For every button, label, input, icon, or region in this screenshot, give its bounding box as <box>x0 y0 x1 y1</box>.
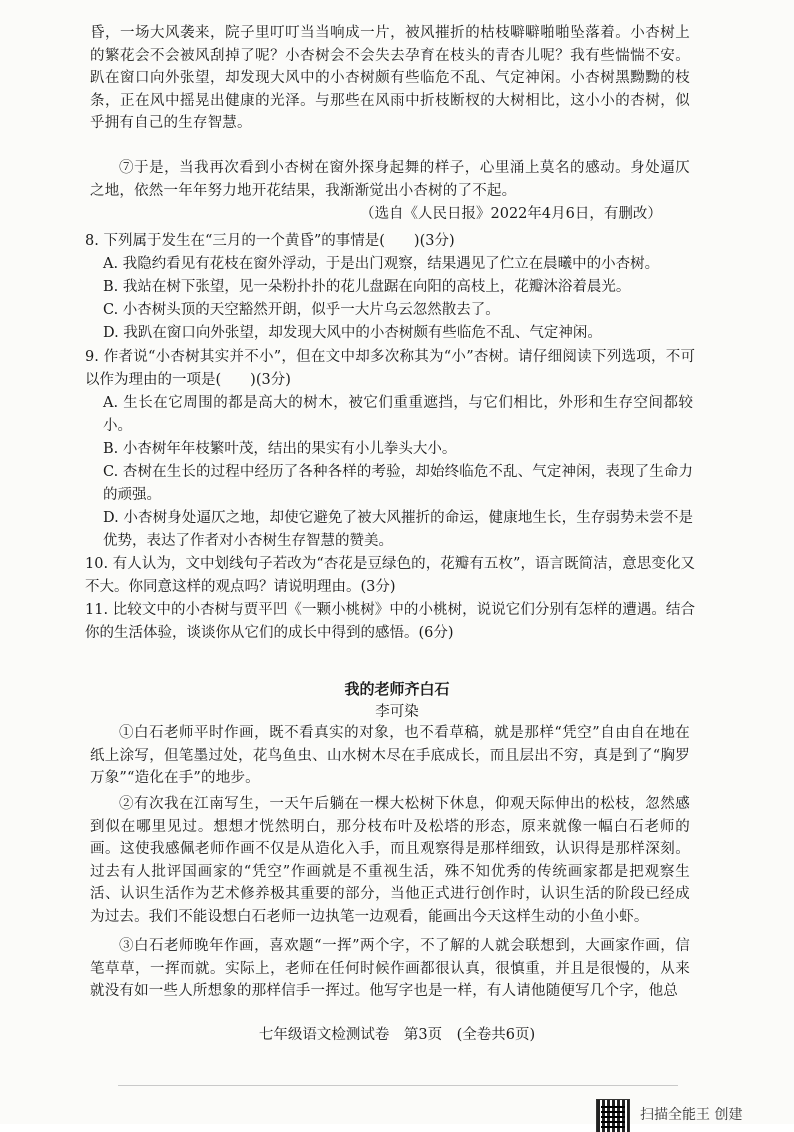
article-author: 李可染 <box>375 704 419 720</box>
story-paragraph-7: ⑦于是，当我再次看到小杏树在窗外探身起舞的样子，心里涌上莫名的感动。身处逼仄之地，依然一年年努力地开花结果，我渐渐觉出小杏树的了不起。 <box>90 160 690 199</box>
article-paragraph-3: ③白石老师晚年作画，喜欢题“一挥”两个字，不了解的人就会联想到，大画家作画，信笔草草，一挥而就。实际上，老师在任何时候作画都很认真，很慎重，并且是很慢的，从来就没有如一些人所想象的那样信手一挥过。他写字也是一样，有人请他随便写几个字，他总 <box>90 938 690 999</box>
scanner-watermark: 扫描全能王 创建 <box>640 1107 743 1123</box>
question-11: 11. 比较文中的小杏树与贾平凹《一颗小桃树》中的小桃树，说说它们分别有怎样的遭遇。结合你的生活体验，谈谈你从它们的成长中得到的感悟。(6分) <box>85 602 695 641</box>
question-8-option-a: A. 我隐约看见有花枝在窗外浮动，于是出门观察，结果遇见了伫立在晨曦中的小杏树。 <box>103 256 660 272</box>
question-8-option-c: C. 小杏树头顶的天空豁然开朗，似乎一大片乌云忽然散去了。 <box>103 302 500 318</box>
article-paragraph-2: ②有次我在江南写生，一天午后躺在一棵大松树下休息，仰观天际伸出的松枝，忽然感到似在哪里见过。想想才恍然明白，那分枝布叶及松塔的形态，原来就像一幅白石老师的画。这使我感佩老师作画不仅是从造化入手，而且观察得是那样细致，认识得是那样深刻。过去有人批评国画家的“凭空”作画就是不重视生活，殊不知优秀的传统画家都是把观察生活、认识生活作为艺术修养极其重要的部分，当他正式进行创作时，认识生活的阶段已经成为过去。我们不能设想白石老师一边执笔一边观看，能画出今天这样生动的小鱼小虾。 <box>90 796 690 925</box>
qr-code-icon <box>597 1100 629 1132</box>
page-bottom-divider <box>118 1085 678 1086</box>
article-paragraph-1: ①白石老师平时作画，既不看真实的对象，也不看草稿，就是那样“凭空”自由自在地在纸上涂写，但笔墨过处，花鸟鱼虫、山水树木尽在手底成长，而且层出不穷，真是到了“胸罗万象”“造化在手”的地步。 <box>90 725 690 786</box>
article-title: 我的老师齐白石 <box>344 680 450 698</box>
question-9-stem: 9. 作者说“小杏树其实并不小”，但在文中却多次称其为“小”杏树。请仔细阅读下列选项，不可以作为理由的一项是( )(3分) <box>85 349 695 388</box>
question-9-option-c: C. 杏树在生长的过程中经历了各种各样的考验，却始终临危不乱、气定神闲，表现了生命力的顽强。 <box>103 464 693 503</box>
question-9-option-d: D. 小杏树身处逼仄之地，却使它避免了被大风摧折的命运，健康地生长，生存弱势未尝不是优势，表达了作者对小杏树生存智慧的赞美。 <box>103 510 693 549</box>
story-source: （选自《人民日报》2022年4月6日，有删改） <box>360 206 662 222</box>
question-8-option-b: B. 我站在树下张望，见一朵粉扑扑的花儿盘踞在向阳的高枝上，花瓣沐浴着晨光。 <box>103 279 631 295</box>
question-9-option-b: B. 小杏树年年枝繁叶茂，结出的果实有小儿拳头大小。 <box>103 441 457 457</box>
question-8-stem: 8. 下列属于发生在“三月的一个黄昏”的事情是( )(3分) <box>85 233 455 249</box>
story-paragraph-6: 昏，一场大风袭来，院子里叮叮当当响成一片，被风摧折的枯枝噼噼啪啪坠落着。小杏树上的繁花会不会被风刮掉了呢？小杏树会不会失去孕育在枝头的青杏儿呢？我有些惴惴不安。趴在窗口向外张望，却发现大风中的小杏树颇有些临危不乱、气定神闲。小杏树黑黝黝的枝条，正在风中摇晃出健康的光泽。与那些在风雨中折枝断杈的大树相比，这小小的杏树，似乎拥有自己的生存智慧。 <box>90 25 690 131</box>
page-footer: 七年级语文检测试卷 第3页 (全卷共6页) <box>258 1027 536 1043</box>
question-10: 10. 有人认为，文中划线句子若改为“杏花是豆绿色的，花瓣有五枚”，语言既简洁，意思变化又不大。你同意这样的观点吗？请说明理由。(3分) <box>85 556 695 595</box>
question-8-option-d: D. 我趴在窗口向外张望，却发现大风中的小杏树颇有些临危不乱、气定神闲。 <box>103 325 602 341</box>
question-9-option-a: A. 生长在它周围的都是高大的树木，被它们重重遮挡，与它们相比，外形和生存空间都较小。 <box>103 395 693 434</box>
